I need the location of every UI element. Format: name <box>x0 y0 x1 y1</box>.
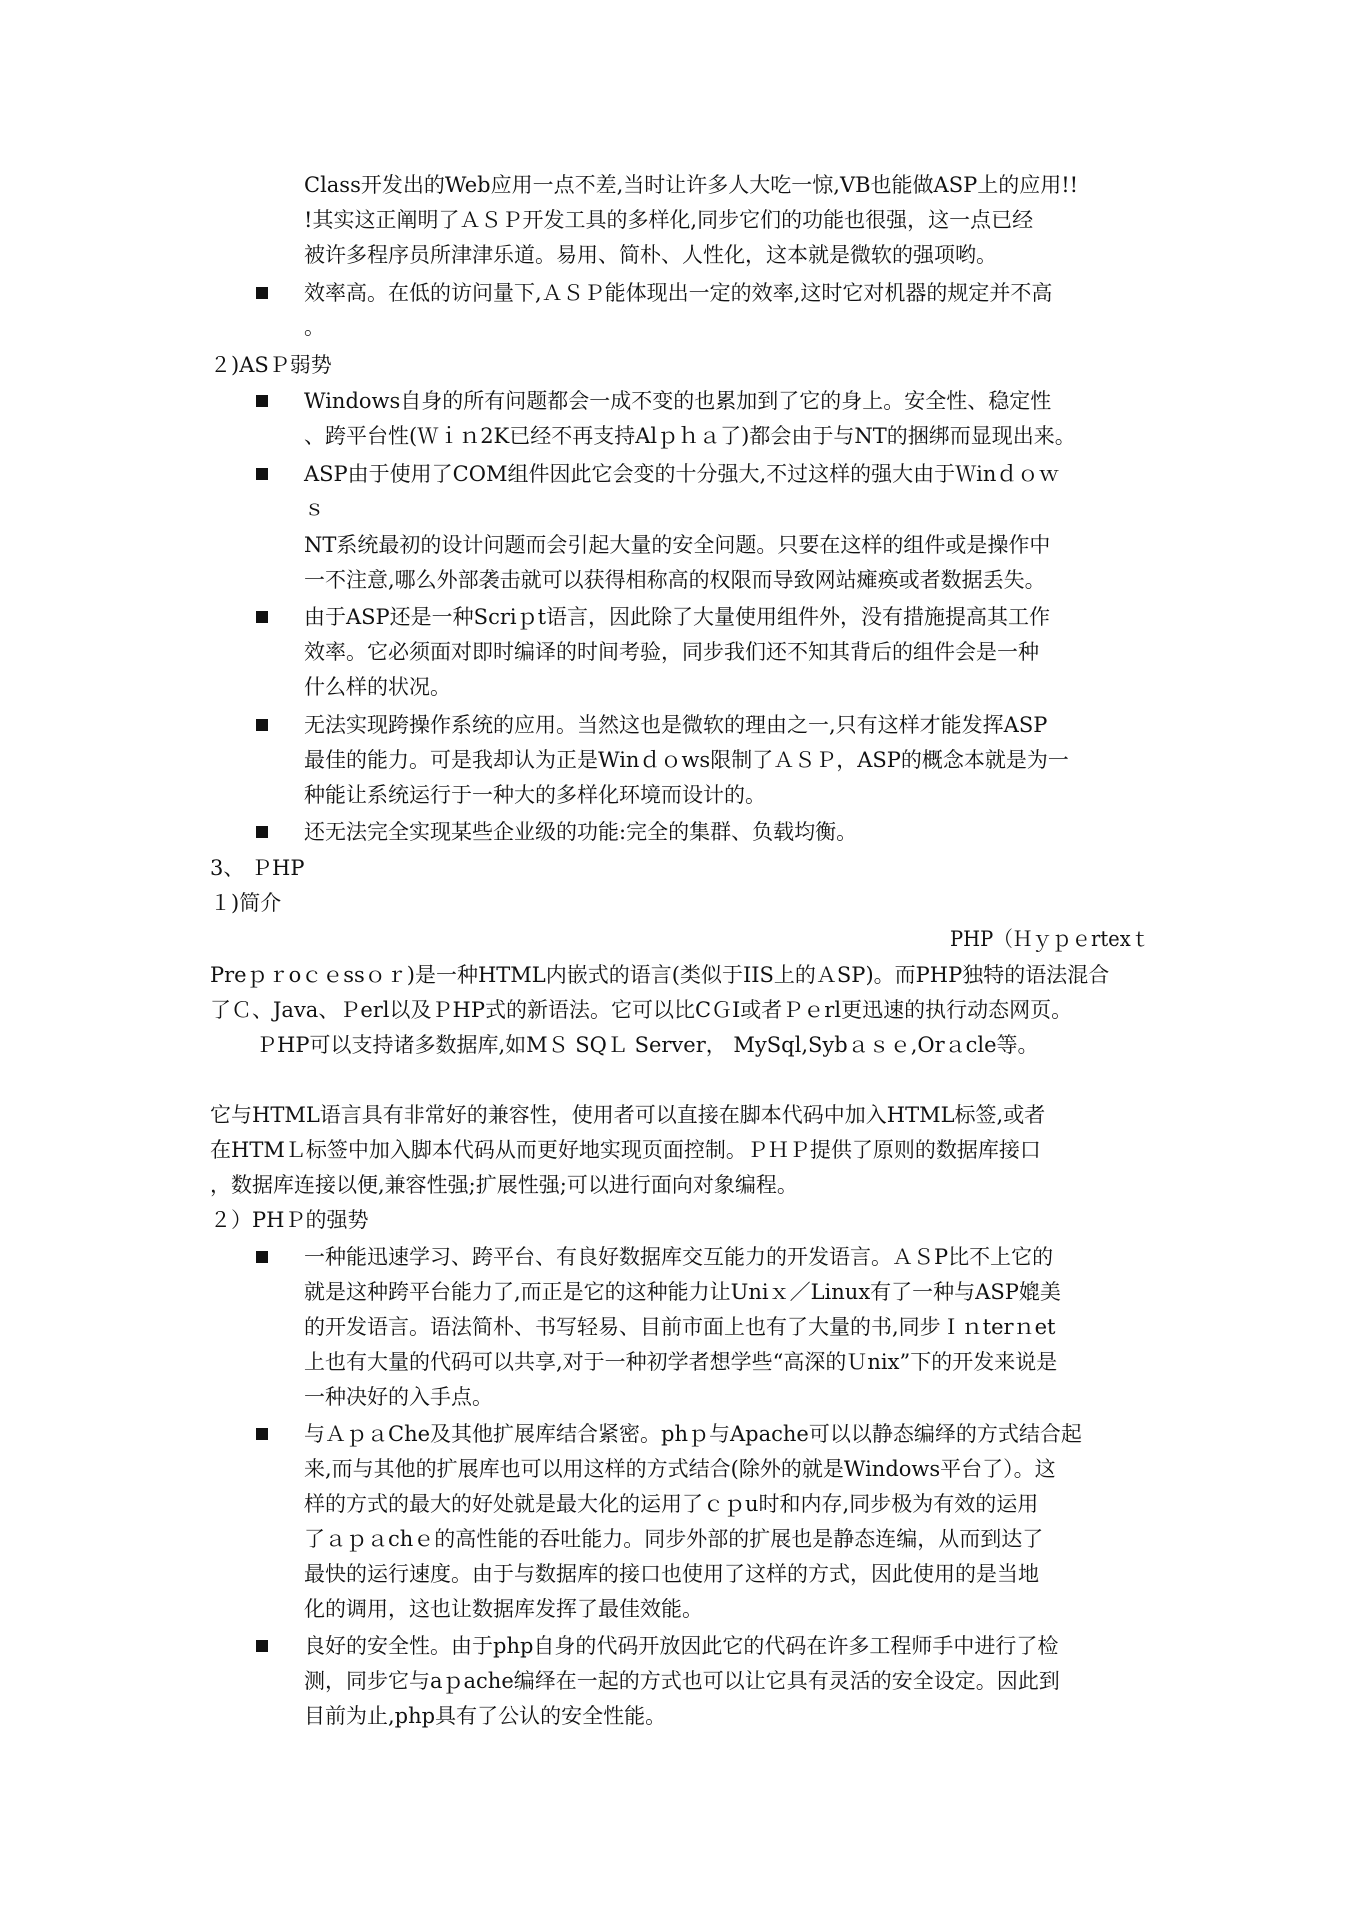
bullet-marker-icon <box>256 1640 268 1652</box>
bullet-marker-icon <box>256 1251 268 1263</box>
bullet-text-line: Windows自身的所有问题都会一成不变的也累加到了它的身上。安全性、稳定性 <box>304 389 1052 413</box>
bullet-text-line: 样的方式的最大的好处就是最大化的运用了ｃｐu时和内存,同步极为有效的运用 <box>304 1492 1039 1516</box>
bullet-marker-icon <box>256 1428 268 1440</box>
bullet-text-line: 效率。它必须面对即时编译的时间考验，同步我们还不知其背后的组件会是一种 <box>304 640 1039 664</box>
bullet-text-line: 上也有大量的代码可以共享,对于一种初学者想学些“高深的Ｕnix”下的开发来说是 <box>304 1350 1058 1374</box>
body-text-line: ＰHP可以支持诸多数据库,如MＳ SQＬ Server， MySql,Sybａｓｅ,Orａcle等。 <box>256 1033 1039 1057</box>
bullet-marker-icon <box>256 468 268 480</box>
bullet-text-line: 。 <box>304 315 325 339</box>
bullet-text-line: 还无法完全实现某些企业级的功能:完全的集群、负载均衡。 <box>304 820 858 844</box>
subsection-heading: １)简介 <box>210 891 282 915</box>
body-text-line: ，数据库连接以便,兼容性强;扩展性强;可以进行面向对象编程。 <box>210 1173 798 1197</box>
bullet-marker-icon <box>256 287 268 299</box>
bullet-marker-icon <box>256 826 268 838</box>
bullet-text-line: 什么样的状况。 <box>304 675 451 699</box>
bullet-text-line: ｓ <box>304 496 325 520</box>
bullet-text-line: 目前为止,php具有了公认的安全性能。 <box>304 1704 667 1728</box>
bullet-text-line: 化的调用，这也让数据库发挥了最佳效能。 <box>304 1597 703 1621</box>
bullet-marker-icon <box>256 611 268 623</box>
bullet-text-line: 一种能迅速学习、跨平台、有良好数据库交互能力的开发语言。ＡＳP比不上它的 <box>304 1245 1054 1269</box>
body-text-line: 被许多程序员所津津乐道。易用、简朴、人性化，这本就是微软的强项哟。 <box>304 243 997 267</box>
bullet-text-line: 与ＡｐａChe及其他扩展库结合紧密。phｐ与Apache可以以静态编绎的方式结合起 <box>304 1422 1082 1446</box>
bullet-text-line: 测，同步它与aｐache编绎在一起的方式也可以让它具有灵活的安全设定。因此到 <box>304 1669 1060 1693</box>
bullet-text-line: ASP由于使用了COM组件因此它会变的十分强大,不过这样的强大由于Ｗinｄｏｗ <box>304 462 1060 486</box>
bullet-text-line: 种能让系统运行于一种大的多样化环境而设计的。 <box>304 783 766 807</box>
section-heading: 3、 ＰHP <box>210 856 305 880</box>
bullet-marker-icon <box>256 719 268 731</box>
body-text-line: 在HTMＬ标签中加入脚本代码从而更好地实现页面控制。ＰＨＰ提供了原则的数据库接口 <box>210 1138 1041 1162</box>
bullet-text-line: NT系统最初的设计问题而会引起大量的安全问题。只要在这样的组件或是操作中 <box>304 533 1051 557</box>
body-text-line: !其实这正阐明了ＡＳＰ开发工具的多样化,同步它们的功能也很强，这一点已经 <box>304 208 1034 232</box>
body-text-line: 了Ｃ、Java、Ｐerl以及ＰHP式的新语法。它可以比CＧI或者Ｐｅrl更迅速的执行动态网页。 <box>210 998 1073 1022</box>
bullet-text-line: 效率高。在低的访问量下,ＡＳＰ能体现出一定的效率,这时它对机器的规定并不高 <box>304 281 1053 305</box>
bullet-text-line: 无法实现跨操作系统的应用。当然这也是微软的理由之一,只有这样才能发挥ASP <box>304 713 1048 737</box>
body-text-line: 它与HTML语言具有非常好的兼容性，使用者可以直接在脚本代码中加入HTML标签,或者 <box>210 1103 1046 1127</box>
body-text-line: Preｐｒoｃｅssｏｒ)是一种HTML内嵌式的语言(类似于IIS上的ＡSP)。而PHP独特的语法混合 <box>210 963 1110 987</box>
subsection-heading: ２）PHＰ的强势 <box>210 1208 369 1232</box>
body-text-line: Class开发出的Web应用一点不差,当时让许多人大吃一惊,VB也能做ASP上的应用!! <box>304 173 1079 197</box>
bullet-text-line: 就是这种跨平台能力了,而正是它的这种能力让Uniｘ／Linux有了一种与ASP媲美 <box>304 1280 1061 1304</box>
bullet-text-line: 一种决好的入手点。 <box>304 1385 493 1409</box>
bullet-text-line: 了ａｐａchｅ的高性能的吞吐能力。同步外部的扩展也是静态连编，从而到达了 <box>304 1527 1044 1551</box>
bullet-text-line: 一不注意,哪么外部袭击就可以获得相称高的权限而导致网站瘫痪或者数据丢失。 <box>304 568 1046 592</box>
bullet-text-line: 最佳的能力。可是我却认为正是Winｄｏws限制了ＡＳＰ，ASP的概念本就是为一 <box>304 748 1069 772</box>
bullet-marker-icon <box>256 395 268 407</box>
bullet-text-line: 良好的安全性。由于php自身的代码开放因此它的代码在许多工程师手中进行了检 <box>304 1634 1059 1658</box>
section-heading: ２)ASＰ弱势 <box>210 353 332 377</box>
bullet-text-line: 、跨平台性(Ｗｉｎ2K已经不再支持Alｐｈａ了)都会由于与NT的捆绑而显现出来。 <box>304 424 1076 448</box>
bullet-text-line: 最快的运行速度。由于与数据库的接口也使用了这样的方式，因此使用的是当地 <box>304 1562 1039 1586</box>
body-text-line: PHP（Ｈｙｐｅrtexｔ <box>950 927 1151 951</box>
bullet-text-line: 来,而与其他的扩展库也可以用这样的方式结合(除外的就是Windows平台了）。这 <box>304 1457 1056 1481</box>
bullet-text-line: 由于ASP还是一种Scriｐt语言，因此除了大量使用组件外，没有措施提高其工作 <box>304 605 1051 629</box>
bullet-text-line: 的开发语言。语法简朴、书写轻易、目前市面上也有了大量的书,同步Ｉｎterｎet <box>304 1315 1056 1339</box>
